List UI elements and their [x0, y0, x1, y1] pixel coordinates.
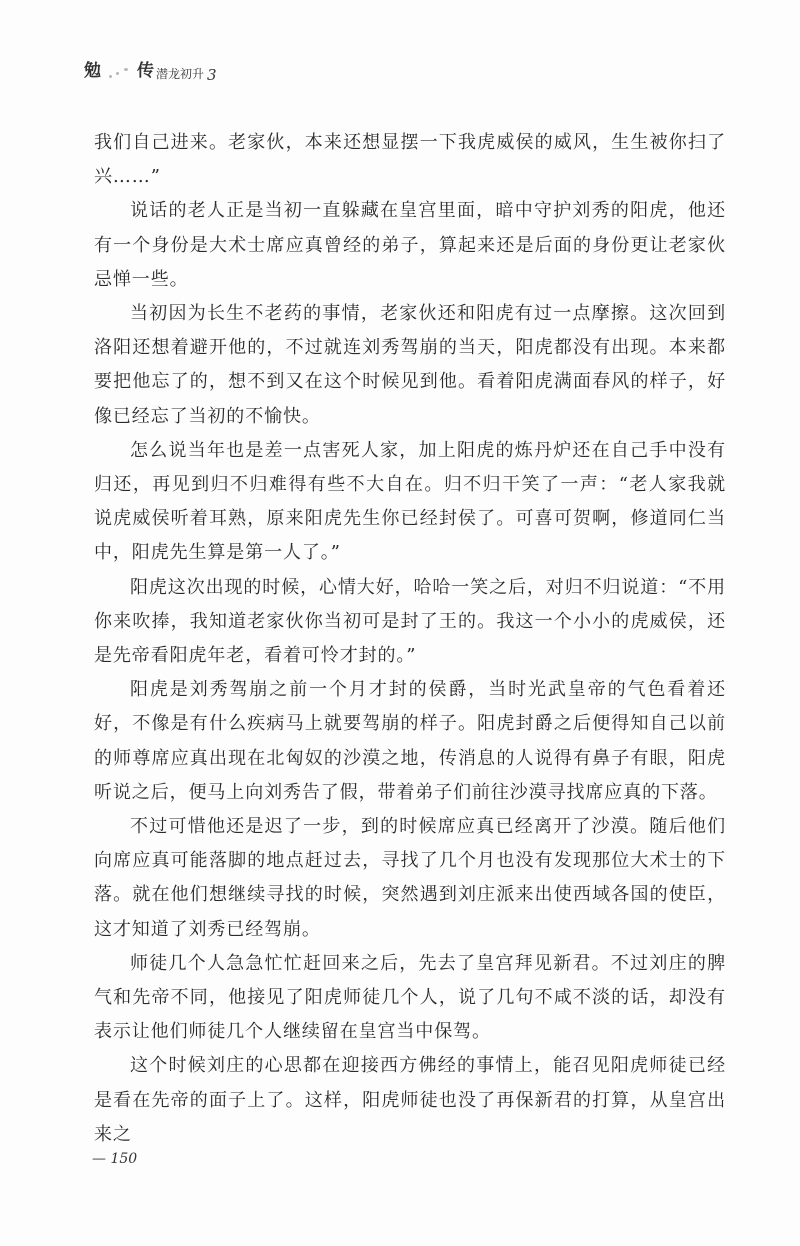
running-header	[84, 46, 217, 84]
paragraph-9: 这个时候刘庄的心思都在迎接西方佛经的事情上，能召见阳虎师徒已经是看在先帝的面子上了。这样，阳虎师徒也没了再保新君的打算，从皇宫出来之	[94, 1055, 726, 1145]
paragraph-5: 阳虎这次出现的时候，心情大好，哈哈一笑之后，对归不归说道：“不用你来吹捧，我知道老家伙你当初可是封了王的。我这一个小小的虎威侯，还是先帝看阳虎年老，看着可怜才封的。”	[94, 576, 726, 667]
paragraph-4: 怎么说当年也是差一点害死人家，加上阳虎的炼丹炉还在自己手中没有归还，再见到归不归难得有些不大自在。归不归干笑了一声：“老人家我就说虎威侯听着耳熟，原来阳虎先生你已经封侯了。可喜可贺啊，修道同仁当中，阳虎先生算是第一人了。”	[94, 439, 726, 564]
paragraph-3: 当初因为长生不老药的事情，老家伙还和阳虎有过一点摩擦。这次回到洛阳还想着避开他的，不过就连刘秀驾崩的当天，阳虎都没有出现。本来都要把他忘了的，想不到又在这个时候见到他。看着阳虎满面春风的样子，好像已经忘了当初的不愉快。	[94, 303, 726, 427]
body-text	[94, 126, 726, 1152]
paragraph-8: 师徒几个人急急忙忙赶回来之后，先去了皇宫拜见新君。不过刘庄的脾气和先帝不同，他接见了阳虎师徒几个人，说了几句不咸不淡的话，却没有表示让他们师徒几个人继续留在皇宫当中保驾。	[94, 952, 726, 1043]
header-ornament-icon	[107, 66, 133, 80]
header-char-1: 勉	[84, 61, 101, 81]
paragraph-2: 说话的老人正是当初一直躲藏在皇宫里面，暗中守护刘秀的阳虎，他还有一个身份是大术士席应真曾经的弟子，算起来还是后面的身份更让老家伙忌惮一些。	[94, 200, 726, 290]
page-number: — 150	[92, 1151, 138, 1167]
header-char-2: 传	[137, 61, 154, 81]
header-volume-number: 3	[207, 66, 217, 84]
paragraph-1: 我们自己进来。老家伙，本来还想显摆一下我虎威侯的威风，生生被你扫了兴……”	[94, 132, 726, 188]
paragraph-7: 不过可惜他还是迟了一步，到的时候席应真已经离开了沙漠。随后他们向席应真可能落脚的地点赶过去，寻找了几个月也没有发现那位大术士的下落。就在他们想继续寻找的时候，突然遇到刘庄派来出使西域各国的使臣，这才知道了刘秀已经驾崩。	[94, 816, 726, 940]
header-subtitle: 潜龙初升	[156, 67, 205, 81]
paragraph-6: 阳虎是刘秀驾崩之前一个月才封的侯爵，当时光武皇帝的气色看着还好，不像是有什么疾病马上就要驾崩的样子。阳虎封爵之后便得知自己以前的师尊席应真出现在北匈奴的沙漠之地，传消息的人说得有鼻子有眼，阳虎听说之后，便马上向刘秀告了假，带着弟子们前往沙漠寻找席应真的下落。	[94, 679, 726, 803]
